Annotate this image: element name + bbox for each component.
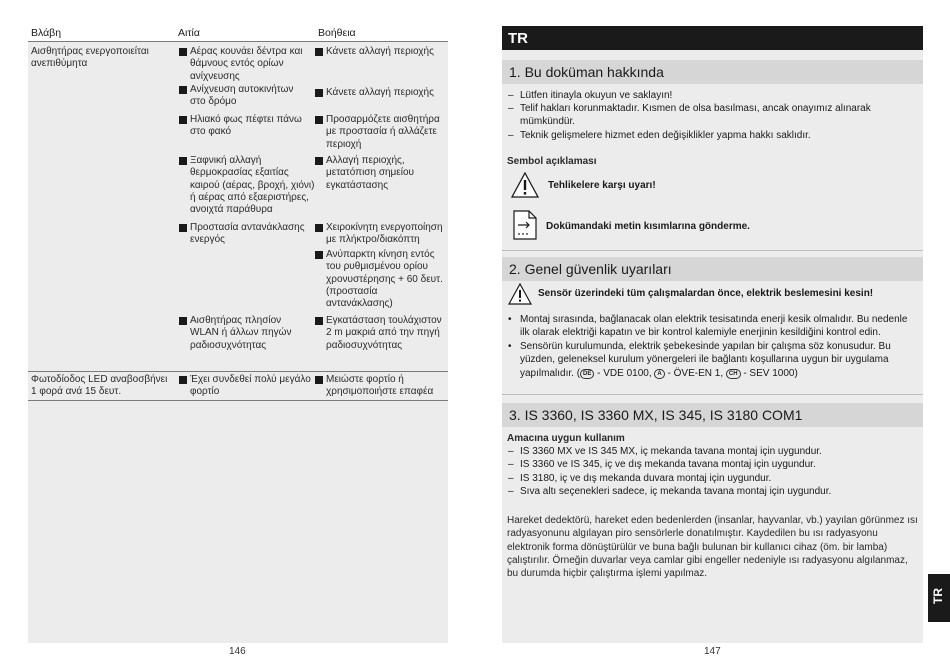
fault-cell-1: Αισθητήρας ενεργοποιείται ανεπιθύμητα	[31, 46, 149, 70]
warning-triangle-icon	[508, 283, 532, 305]
list-item	[506, 340, 916, 380]
bullet-text: Sensörün kurulumunda, elektrik şebekesinde yapılan bir çalışma söz konusudur. Bu yüzden, geleneksel kurulum yönergeleri ile bağlantı koşullarına uygun bir uygulama yapılmalıdır. (	[520, 341, 891, 379]
cause-item: Αέρας κουνάει δέντρα και θάμνους εντός ορίων ανίχνευσης	[179, 46, 311, 83]
page-number-right: 147	[704, 646, 721, 657]
list-item: – IS 3180, iç ve dış mekanda duvara montaj için uygundur.	[506, 472, 916, 485]
list-item: – Sıva altı seçenekleri sadece, iç mekanda tavana montaj için uygundur.	[506, 485, 916, 498]
remedy-item: Μειώστε φορτίο ή χρησιμοποιήστε επαφέα	[315, 374, 445, 399]
remedy-item: Κάνετε αλλαγή περιοχής	[315, 46, 445, 58]
section-2-title: 2. Genel güvenlik uyarıları	[502, 257, 923, 281]
table-header	[28, 26, 448, 42]
intended-use-title: Amacına uygun kullanım	[507, 433, 625, 444]
right-page	[502, 26, 923, 643]
remedy-item: Ανύπαρκτη κίνηση εντός του ρυθμισμένου ορίου χρονυστέρησης + 60 δευτ. (προστασία αντανάκλασης)	[315, 249, 445, 310]
side-tab-label: TR	[931, 588, 945, 604]
bullet-text: - VDE 0100,	[594, 367, 655, 379]
cause-item: Ξαφνική αλλαγή θερμοκρασίας εξαιτίας καιρού (αέρας, βροχή, χιόνι) ή αέρας από εξαεριστήρες, ανοιχτά παράθυρα	[179, 155, 317, 216]
divider	[502, 250, 923, 251]
list-item: – IS 3360 MX ve IS 345 MX, iç mekanda tavana montaj için uygundur.	[506, 445, 916, 458]
row-divider	[28, 400, 448, 401]
divider	[502, 394, 923, 395]
list-item: – Lütfen itinayla okuyun ve saklayın!	[506, 89, 916, 102]
remedy-item: Προσαρμόζετε αισθητήρα με προστασία ή αλλάζετε περιοχή	[315, 114, 445, 151]
document-reference-icon	[513, 210, 537, 240]
warning-triangle-icon	[511, 172, 539, 198]
country-mark-de: DE	[580, 369, 594, 379]
remedy-item: Αλλαγή περιοχής, μετατόπιση σημείου εγκατάστασης	[315, 155, 445, 192]
bullet-text: - ÖVE-EN 1,	[664, 367, 726, 379]
cause-item: Προστασία αντανάκλασης ενεργός	[179, 222, 311, 247]
row-divider	[28, 371, 448, 372]
symbol-reference-text: Dokümandaki metin kısımlarına gönderme.	[546, 221, 750, 232]
fault-cell-2: Φωτοδίοδος LED αναβοσβήνει 1 φορά ανά 15 δευτ.	[31, 374, 168, 398]
cause-item: Ανίχνευση αυτοκινήτων στο δρόμο	[179, 84, 311, 109]
remedy-item: Χειροκίνητη ενεργοποίηση με πλήκτρο/διακόπτη	[315, 222, 445, 247]
country-mark-a: A	[654, 369, 664, 379]
symbols-title: Sembol açıklaması	[507, 156, 597, 167]
section-1-title: 1. Bu doküman hakkında	[502, 60, 923, 84]
cause-item: Αισθητήρας πλησίον WLAN ή άλλων πηγών ραδιοσυχνότητας	[179, 315, 311, 352]
list-item: – Telif hakları korunmaktadır. Kısmen de olsa basılması, ancak onayımız alınarak mümkündür.	[506, 102, 876, 129]
remedy-item: Εγκατάσταση τουλάχιστον 2 m μακριά από την πηγή ραδιοσυχνότητας	[315, 315, 445, 352]
language-bar: TR	[502, 26, 923, 50]
safety-warning-text: Sensör üzerindeki tüm çalışmalardan önce, elektrik beslemesini kesin!	[538, 288, 874, 299]
list-item: • Montaj sırasında, bağlanacak olan elektrik tesisatında enerji kesik olmalıdır. Bu nedenle ilk olarak elektriği kapatın ve bir kontrol kalemiyle enerjinin kesildiğini kontrol edin.	[506, 313, 916, 340]
left-page	[28, 26, 448, 643]
header-remedy: Βοήθεια	[318, 27, 356, 39]
page-number-left: 146	[229, 646, 246, 657]
header-cause: Αιτία	[178, 27, 200, 39]
description-paragraph: Hareket dedektörü, hareket eden bedenlerden (insanlar, hayvanlar, vb.) yayılan görünmez ısı radyasyonunu algılayan piro sensörlerle donatılmıştır. Kaydedilen bu ısı radyasyonu elektronik forma dönüştürülür ve buna bağlı bulunan bir kullanıcı cihaz (öm. bir lamba) çalıştırılır. Örneğin duvarlar veya camlar gibi engeller nedeniyle ısı radyasyonu algılanmaz, bu durumda hiçbir çalıştırma işlemi yapılmaz.	[507, 515, 918, 580]
section-3-title: 3. IS 3360, IS 3360 MX, IS 345, IS 3180 COM1	[502, 403, 923, 427]
list-item: – IS 3360 ve IS 345, iç ve dış mekanda tavana montaj için uygundur.	[506, 458, 916, 471]
cause-item: Ηλιακό φως πέφτει πάνω στο φακό	[179, 114, 311, 139]
language-side-tab	[928, 574, 950, 622]
list-item: – Teknik gelişmelere hizmet eden değişiklikler yapma hakkı saklıdır.	[506, 129, 916, 142]
country-mark-ch: CH	[726, 369, 741, 379]
bullet-text: - SEV 1000)	[740, 367, 798, 379]
header-fault: Βλάβη	[31, 27, 62, 39]
symbol-warning-text: Tehlikelere karşı uyarı!	[548, 180, 656, 191]
cause-item: Έχει συνδεθεί πολύ μεγάλο φορτίο	[179, 374, 311, 399]
remedy-item: Κάνετε αλλαγή περιοχής	[315, 87, 445, 99]
